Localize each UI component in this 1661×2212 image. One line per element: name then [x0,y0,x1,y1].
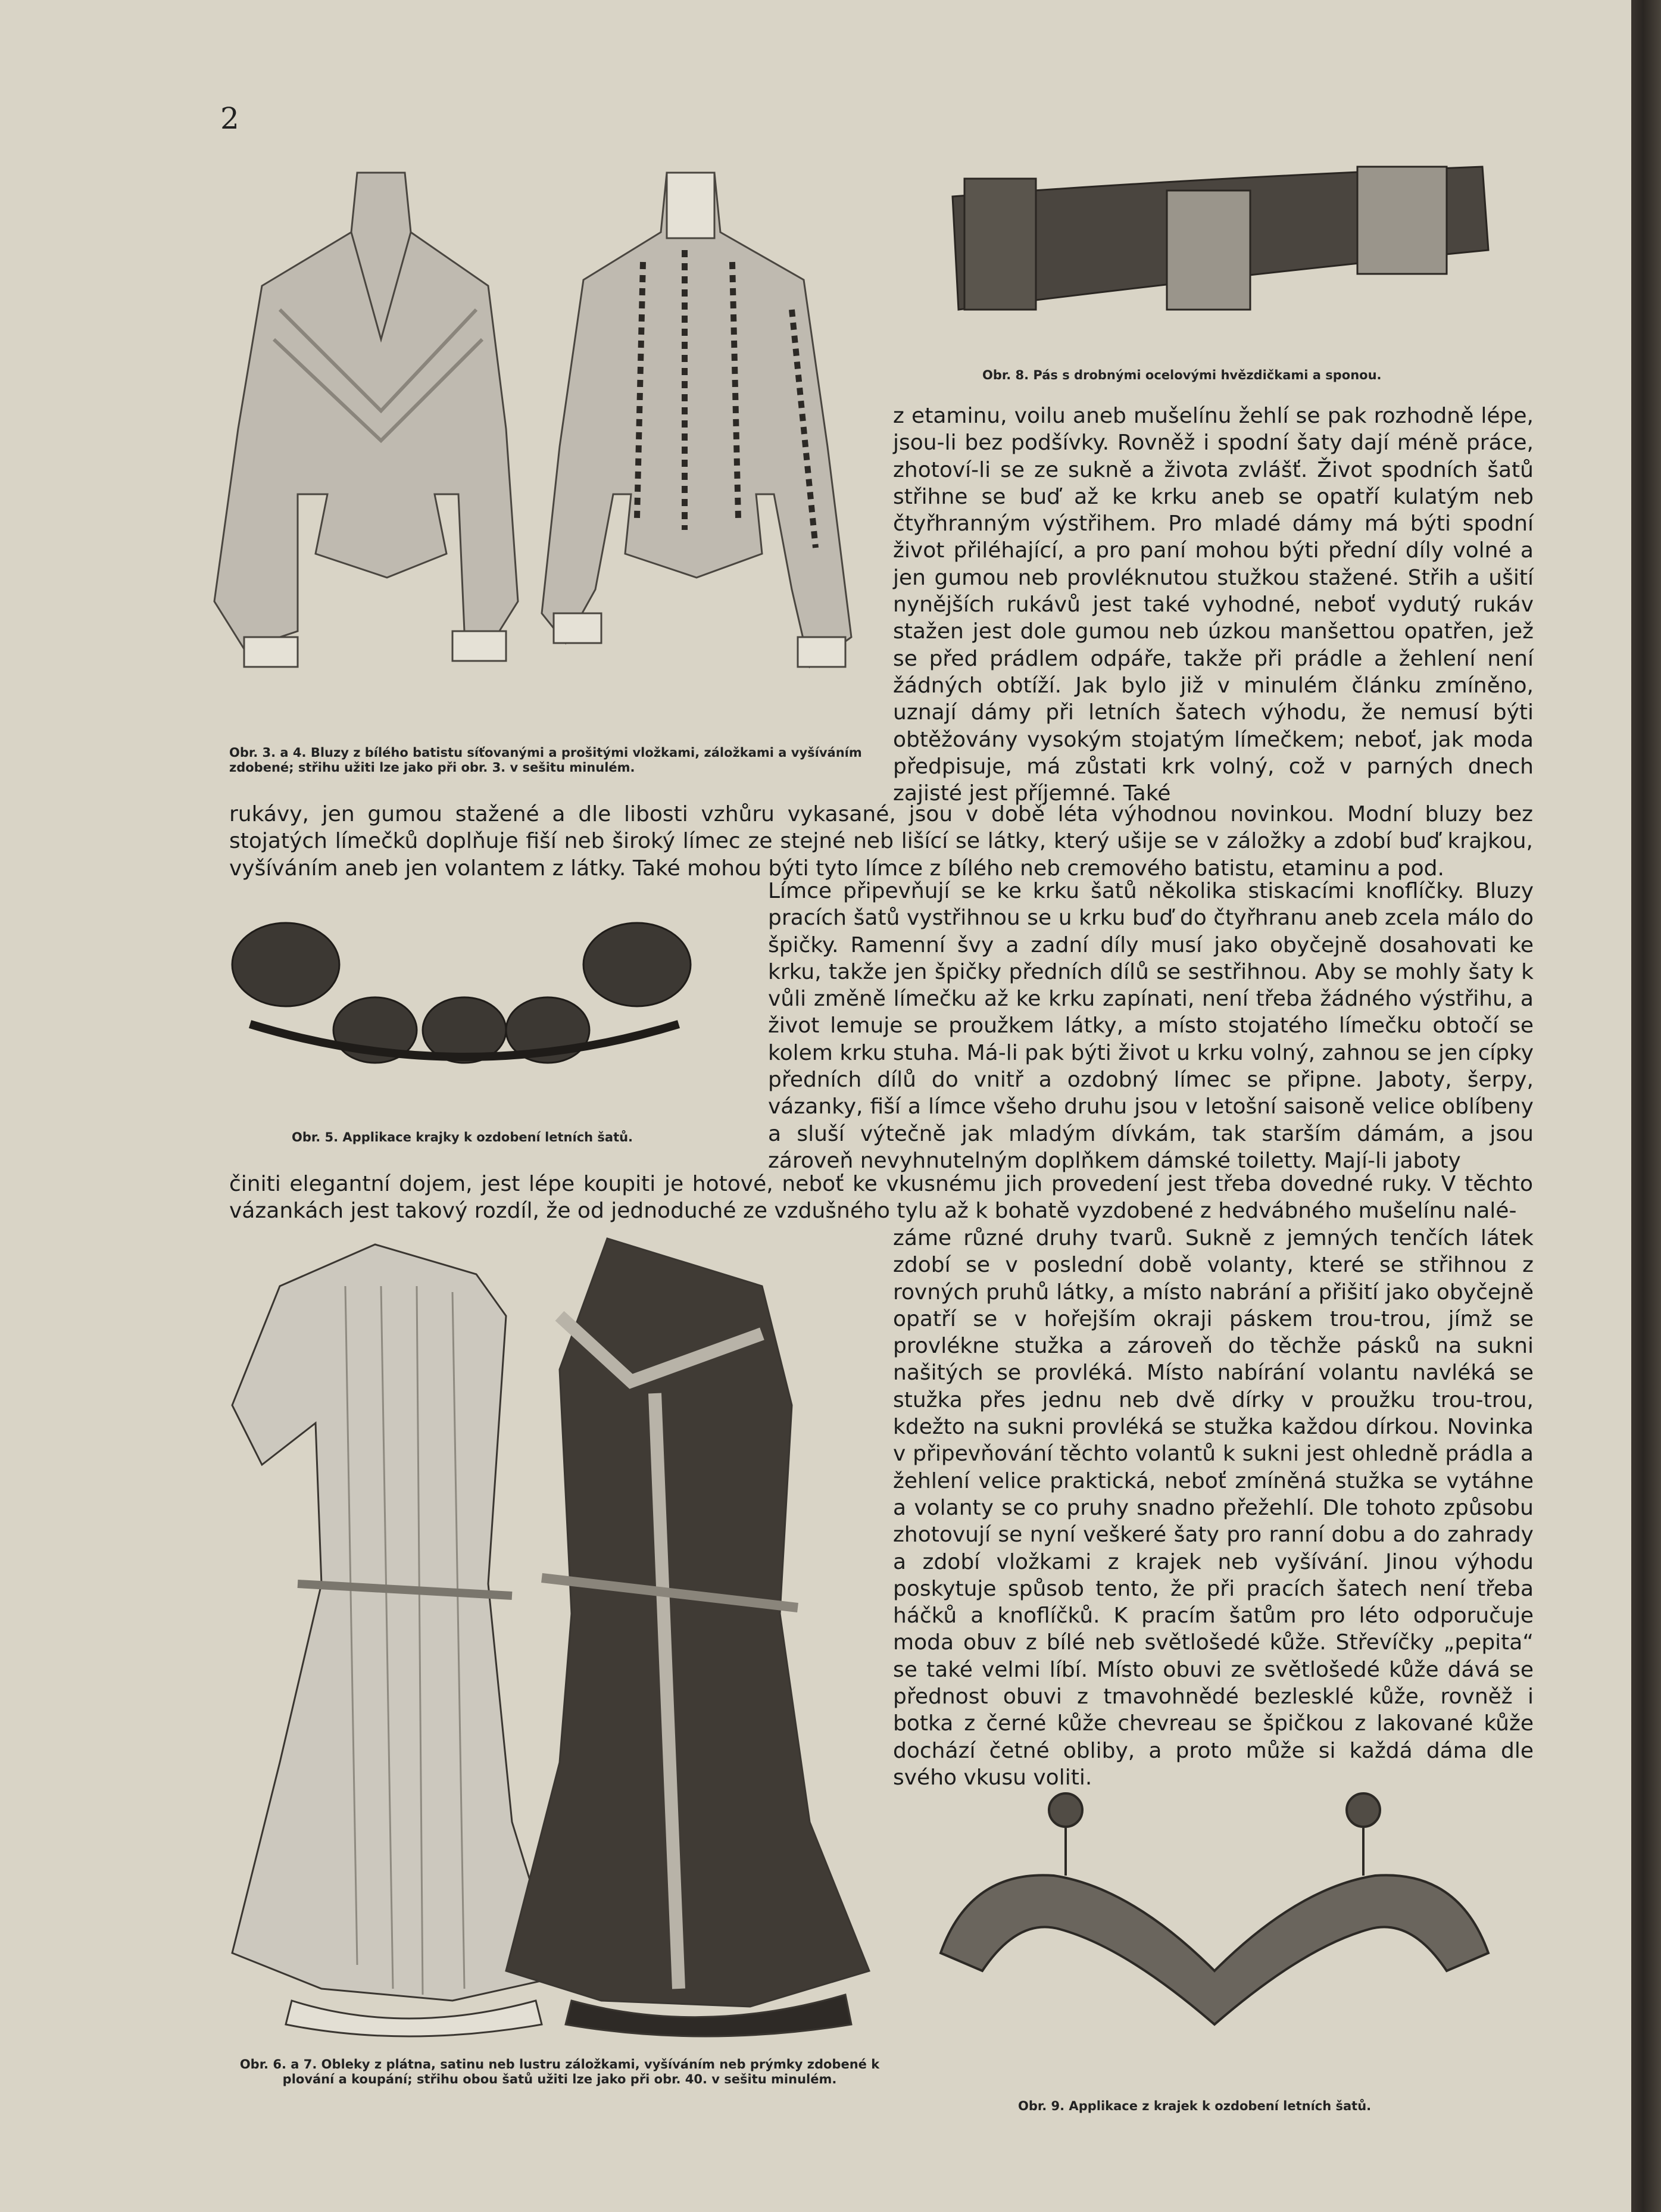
caption-fig5: Obr. 5. Applikace krajky k ozdobení letních šatů. [292,1130,633,1144]
caption-fig8: Obr. 8. Pás s drobnými ocelovými hvězdičkami a sponou. [982,368,1382,382]
right-column-text-2: Límce připevňují se ke krku šatů několika stiskacími knoflíčky. Bluzy pracích šatů vystřihnou se u krku buď do čtyřhranu aneb zcela málo do špičky. Ramenní švy a zadní díly musí jako obyčejně dosahovati ke krku, takže jen špičky předních dílů se sestřihnou. Aby se mohly šaty k vůli změně límečku až ke krku zapínati, není třeba žádného výstřihu, a život lemuje se proužkem látky, a místo stojatého límečku obtočí se kolem krku stuha. Má-li pak býti život u krku volný, zahnou se jen cípky předních dílů do vnitř a ozdobný límec se připne. Jaboty, šerpy, vázanky, fiší a límce všeho druhu jsou v letošní saisoně velice oblíbeny a sluší výtečně jak mladým dívkám, tak starším dámám, a jsou zároveň nevyhnutelným doplňkem dámské toiletty. Mají-li jaboty [768,879,1534,1173]
right-column-text-3: záme různé druhy tvarů. Sukně z jemných tenčích látek zdobí se v poslední době volanty, které se střihnou z rovných pruhů látky, a místo nabrání a přišití jako obyčejně opatří se v hořejším okraji páskem trou-trou, jímž se provlékne stužka a zároveň do těchže pásků na sukni našitých se provléká. Místo nabírání volantu navléká se stužka přes jednu neb dvě dírky v proužku trou-trou, kdežto na sukni provléká se stužka každou dírkou. Novinka v připevňování těchto volantů k sukni jest ohledně prádla a žehlení velice praktická, neboť zmíněná stužka se vytáhne a volanty se co pruhy snadno přežehlí. Dle tohoto způsobu zhotovují se nyní veškeré šaty pro ranní dobu a do zahrady a zdobí vložkami z krajek neb vyšívání. Jinou výhodu poskytuje spůsob tento, že při pracích šatech není třeba háčků a knoflíčků. K pracím šatům pro léto odporučuje moda obuv z bílé neb světlošedé kůže. Střevíčky „pepita“ se také velmi líbí. Místo obuvi ze světlošedé kůže dává se přednost obuvi z tmavohnědé bezlesklé kůže, rovněž i botka z černé kůže chevreau se špičkou z lakované kůže dochází četné obliby, a proto může si každá dáma dle svého vkusu voliti. [893,1226,1534,1790]
bathing-dresses-illustration [226,1227,881,2048]
full-width-text-1: rukávy, jen gumou stažené a dle libosti vzhůru vykasané, jsou v době léta výhodnou novinkou. Modní bluzy bez stojatých límečků doplňuje fiší neb široký límec ze stejné neb lišící se látky, který ušije se v záložky a zdobí buď krajkou, vyšíváním aneb jen volantem z látky. Také mohou býti tyto límce z bílého neb cremového batistu, etaminu a pod. [229,802,1533,881]
full-width-text-2: činiti elegantní dojem, jest lépe koupiti je hotové, neboť ke vkusnému jich provedení jest třeba dovedné ruky. V těchto vázankách jest takový rozdíl, že od jednoduché ze vzdušného tylu až k bohatě vyzdobené z hedvábného mušelínu nalé- [229,1172,1533,1224]
right-column-text-1: z etaminu, voilu aneb mušelínu žehlí se pak rozhodně lépe, jsou-li bez podšívky. Rovněž i spodní šaty dají méně práce, zhotoví-li se ze sukně a života zvlášť. Život spodních šatů střihne se buď až ke krku aneb se opatří kulatým neb čtyřhranným výstřihem. Pro mladé dámy má býti spodní život přiléhající, a pro paní mohou býti přední díly volné a jen gumou neb provléknutou stužkou stažené. Střih a ušití nynějších rukávů jest také vyhodné, neboť vydutý rukáv stažen jest dole gumou neb úzkou manšettou opatřen, jež se před prádlem odpáře, takže při prádle a žehlení není žádných obtíží. Jak bylo již v minulém článku zmíněno, uznají dámy při letních šatech výhodu, že nemusí býti obtěžovány vysokým stojatým límečkem; neboť, jak moda předpisuje, má zůstati krk volný, což v parných dnech zajisté jest příjemné. Také [893,404,1534,806]
lace-garland-illustration [935,1774,1494,2036]
caption-fig9: Obr. 9. Applikace z krajek k ozdobení letních šatů. [1018,2099,1372,2113]
lace-applique-illustration [226,893,703,1113]
caption-fig67: Obr. 6. a 7. Obleky z plátna, satinu neb lustru záložkami, vyšíváním neb prýmky zdobené k plování a koupání; střihu obou šatů užiti lze jako při obr. 40. v sešitu minulém. [239,2057,880,2086]
belt-illustration [947,155,1494,333]
book-binding-edge [1631,0,1661,2212]
blouses-illustration [208,161,869,726]
caption-fig34: Obr. 3. a 4. Bluzy z bílého batistu síťovanými a prošitými vložkami, záložkami a vyšíváním zdobené; střihu užiti lze jako při obr. 3. v sešitu minulém. [229,745,862,775]
page-number: 2 [220,101,239,136]
